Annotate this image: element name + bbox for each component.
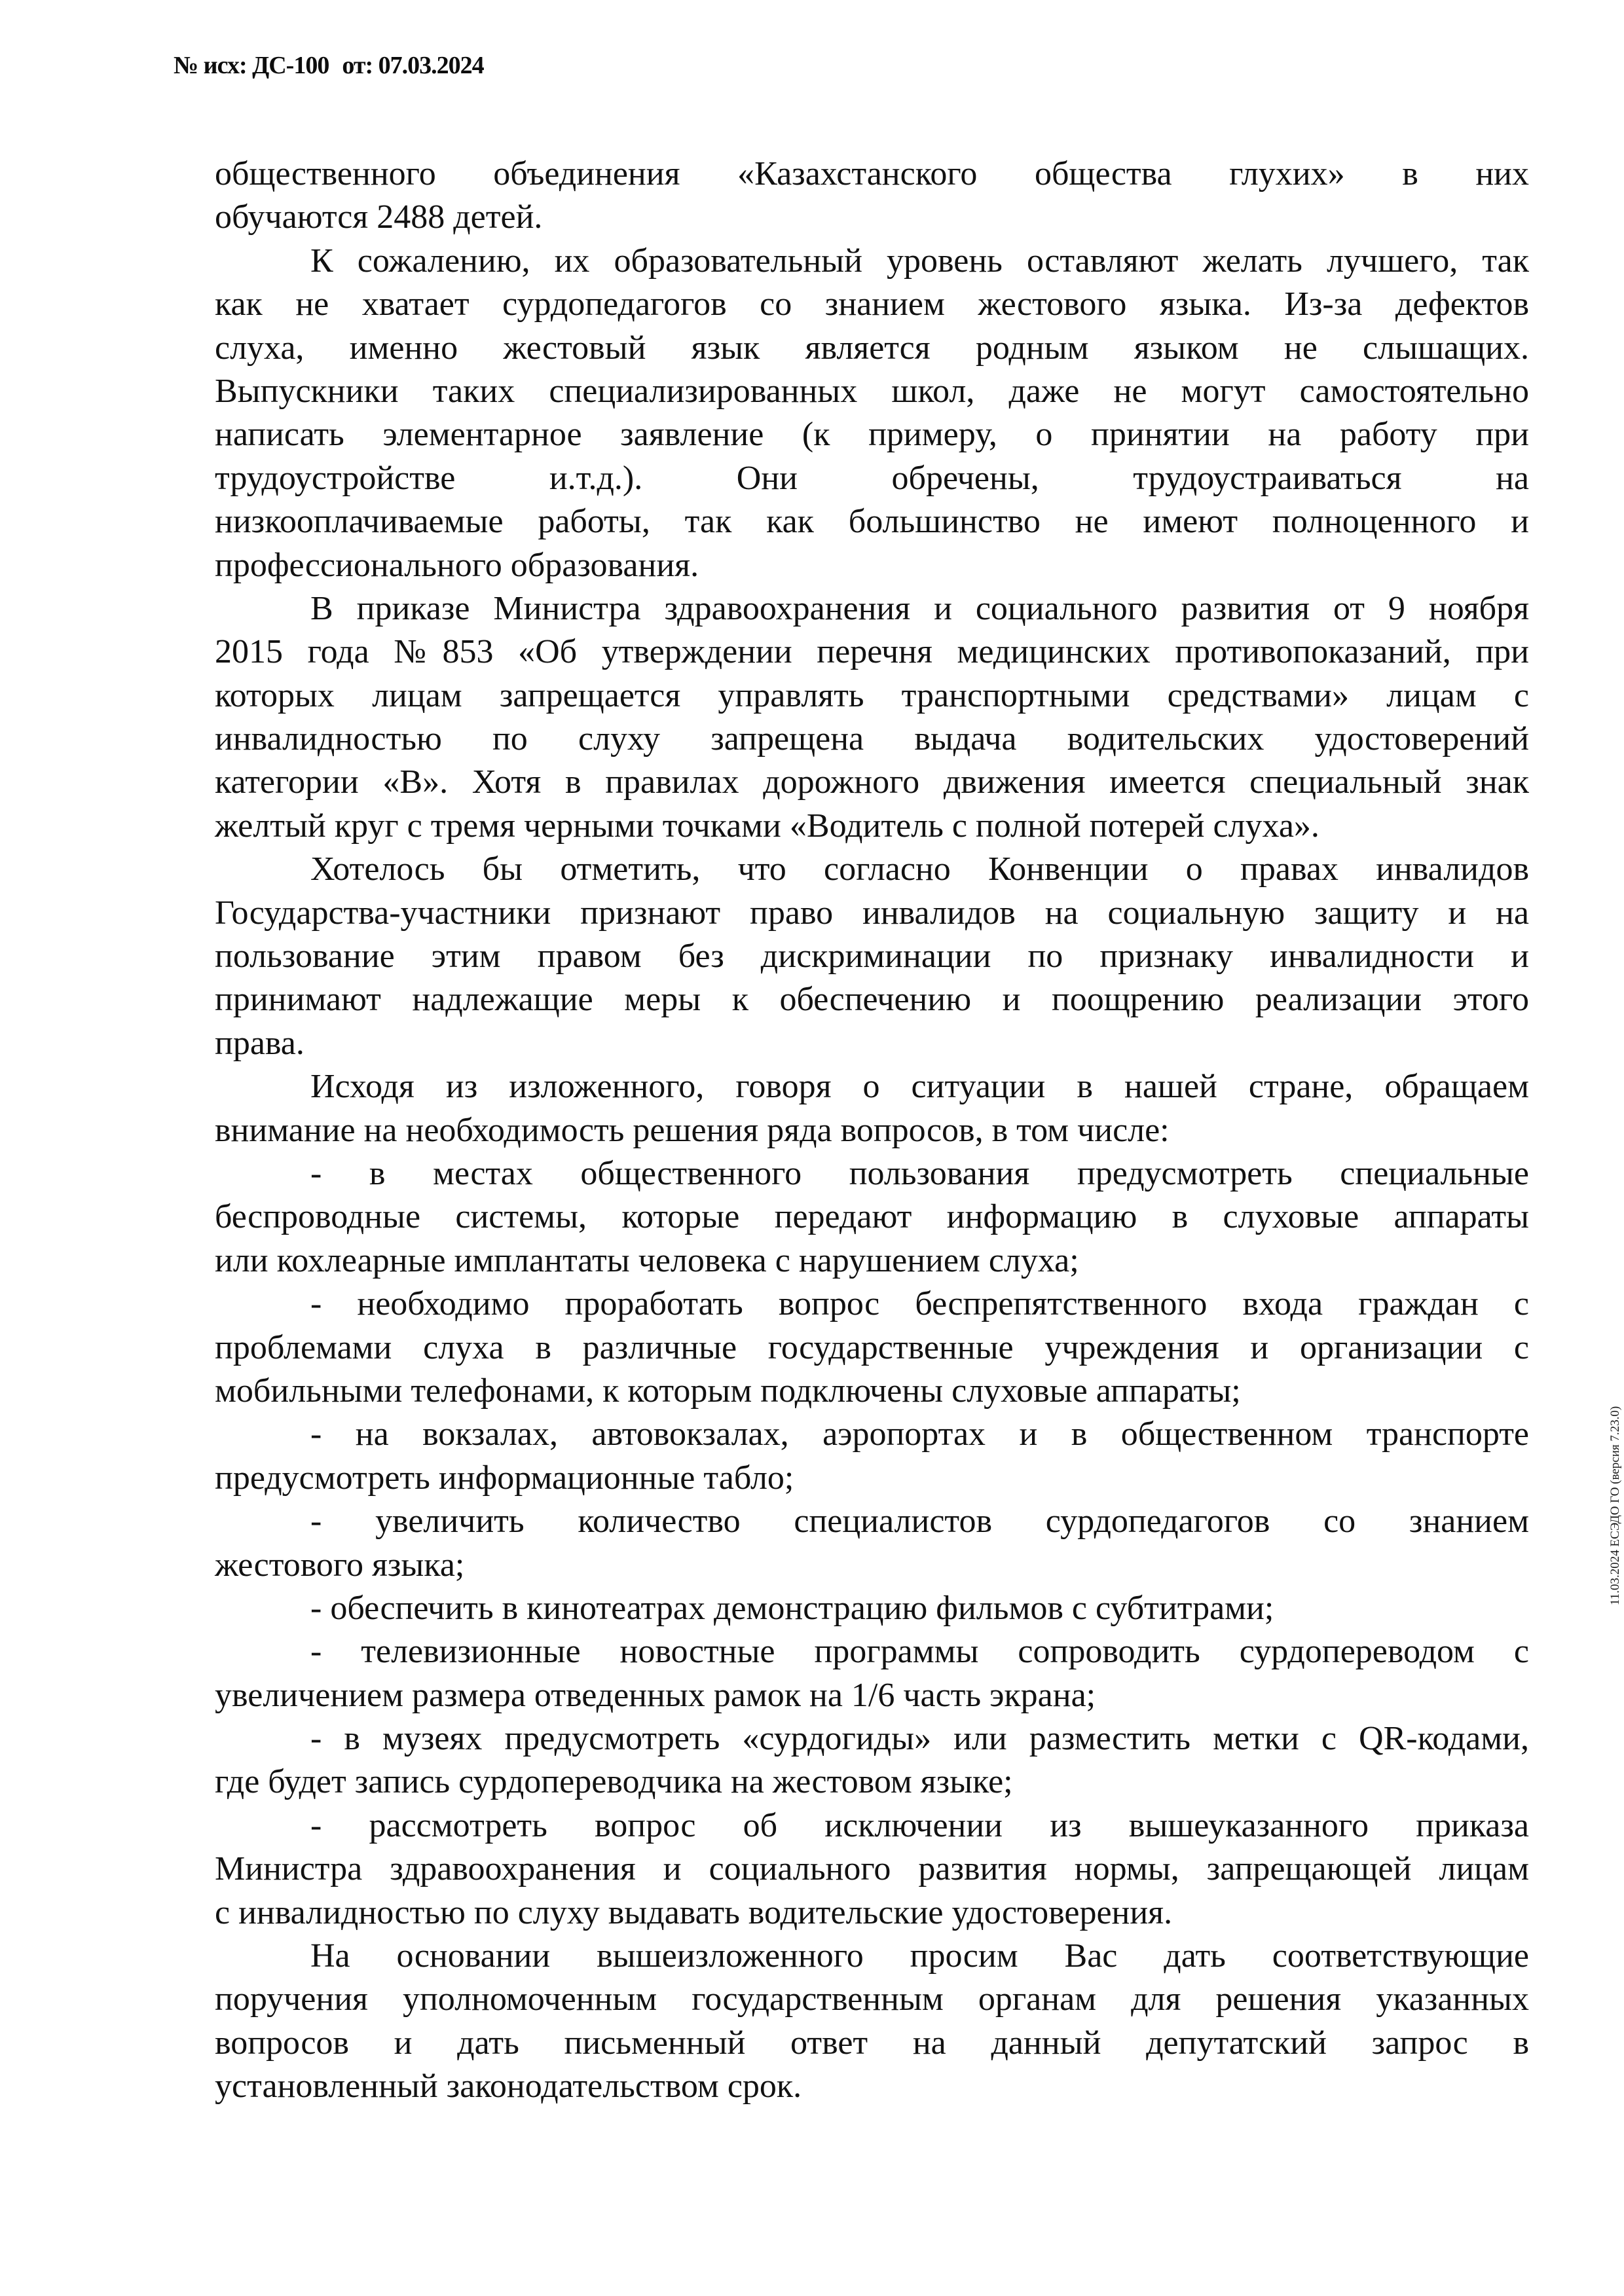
text-line: - необходимо проработать вопрос беспрепятственного входа граждан с	[310, 1285, 1529, 1323]
text-line: предусмотреть информационные табло;	[215, 1459, 794, 1497]
text-line: - в музеях предусмотреть «сурдогиды» или разместить метки с QR-кодами,	[310, 1720, 1529, 1758]
text-line: категории «В». Хотя в правилах дорожного движения имеется специальный знак	[215, 763, 1529, 801]
text-line: установленный законодательством срок.	[215, 2068, 802, 2105]
text-line: где будет запись сурдопереводчика на жестовом языке;	[215, 1763, 1013, 1801]
text-line: - увеличить количество специалистов сурдопедагогов со знанием	[310, 1503, 1529, 1540]
text-line: Государства-участники признают право инвалидов на социальную защиту и на	[215, 894, 1529, 932]
text-line: В приказе Министра здравоохранения и социального развития от 9 ноября	[310, 589, 1529, 627]
text-line: Министра здравоохранения и социального развития нормы, запрещающей лицам	[215, 1850, 1529, 1888]
text-line: Выпускники таких специализированных школ, даже не могут самостоятельно	[215, 372, 1529, 410]
text-line: инвалидностью по слуху запрещена выдача водительских удостоверений	[215, 720, 1529, 758]
text-line: Хотелось бы отметить, что согласно Конвенции о правах инвалидов	[310, 850, 1529, 888]
document-date: от: 07.03.2024	[342, 52, 484, 79]
text-line: или кохлеарные имплантаты человека с нарушением слуха;	[215, 1241, 1079, 1279]
text-line: как не хватает сурдопедагогов со знанием жестового языка. Из-за дефектов	[215, 285, 1529, 323]
text-line: - рассмотреть вопрос об исключении из вышеуказанного приказа	[310, 1806, 1529, 1844]
text-line: - в местах общественного пользования предусмотреть специальные	[310, 1154, 1529, 1192]
text-line: общественного объединения «Казахстанского общества глухих» в них	[215, 155, 1529, 192]
text-line: Исходя из изложенного, говоря о ситуации в нашей стране, обращаем	[310, 1068, 1529, 1106]
text-line: внимание на необходимость решения ряда вопросов, в том числе:	[215, 1111, 1170, 1149]
text-line: - на вокзалах, автовокзалах, аэропортах и в общественном транспорте	[310, 1415, 1529, 1453]
outgoing-number: № исх: ДС-100	[174, 52, 329, 79]
text-line: права.	[215, 1024, 304, 1062]
text-line: профессионального образования.	[215, 546, 699, 584]
document-header	[174, 51, 484, 80]
text-line: написать элементарное заявление (к примеру, о принятии на работу при	[215, 416, 1529, 454]
text-line: слуха, именно жестовый язык является родным языком не слышащих.	[215, 329, 1529, 367]
text-line: желтый круг с тремя черными точками «Водитель с полной потерей слуха».	[215, 807, 1320, 845]
text-line: беспроводные системы, которые передают информацию в слуховые аппараты	[215, 1198, 1529, 1236]
text-line: которых лицам запрещается управлять транспортными средствами» лицам с	[215, 676, 1529, 714]
document-body	[215, 153, 1529, 2109]
text-line: мобильными телефонами, к которым подключены слуховые аппараты;	[215, 1372, 1241, 1410]
text-line: вопросов и дать письменный ответ на данный депутатский запрос в	[215, 2024, 1529, 2062]
text-line: - обеспечить в кинотеатрах демонстрацию фильмов с субтитрами;	[310, 1589, 1274, 1627]
text-line: обучаются 2488 детей.	[215, 198, 543, 236]
text-line: поручения уполномоченным государственным органам для решения указанных	[215, 1980, 1529, 2018]
text-line: На основании вышеизложенного просим Вас дать соответствующие	[310, 1937, 1529, 1975]
text-line: принимают надлежащие меры к обеспечению и поощрению реализации этого	[215, 981, 1529, 1019]
text-line: К сожалению, их образовательный уровень оставляют желать лучшего, так	[310, 242, 1529, 280]
text-line: с инвалидностью по слуху выдавать водительские удостоверения.	[215, 1893, 1173, 1931]
registration-stamp: 11.03.2024 ЕСЭДО ГО (версия 7.23.0)	[1608, 1406, 1622, 1605]
text-line: проблемами слуха в различные государственные учреждения и организации с	[215, 1328, 1529, 1366]
text-line: - телевизионные новостные программы сопроводить сурдопереводом с	[310, 1633, 1529, 1671]
text-line: трудоустройстве и.т.д.). Они обречены, трудоустраиваться на	[215, 459, 1529, 497]
text-line: 2015 года №853 «Об утверждении перечня медицинских противопоказаний, при	[215, 633, 1529, 671]
text-line: жестового языка;	[215, 1546, 465, 1584]
text-line: увеличением размера отведенных рамок на 1/6 часть экрана;	[215, 1676, 1096, 1714]
text-line: низкооплачиваемые работы, так как большинство не имеют полноценного и	[215, 503, 1529, 541]
text-line: пользование этим правом без дискриминации по признаку инвалидности и	[215, 938, 1529, 975]
